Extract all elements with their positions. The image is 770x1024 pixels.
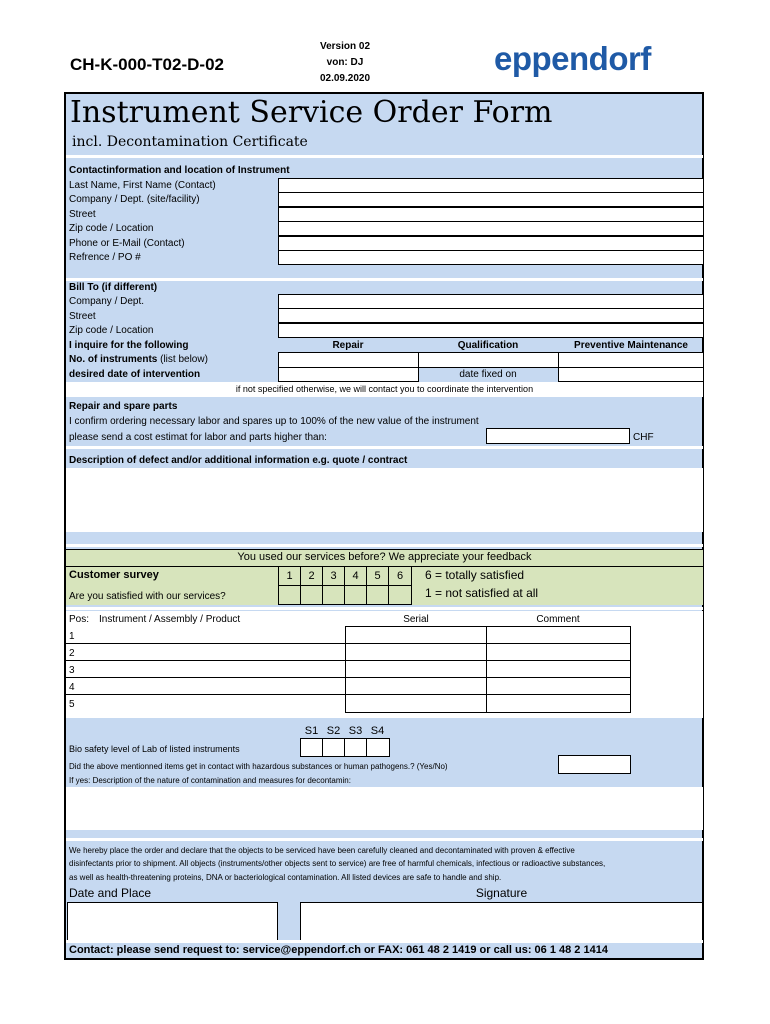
row-2-serial-input[interactable]	[345, 643, 487, 661]
row-4-comment-input[interactable]	[486, 677, 631, 695]
form-title: Instrument Service Order Form	[70, 95, 553, 130]
repair-count-input[interactable]	[278, 352, 419, 368]
bill-zip-input[interactable]	[278, 323, 704, 338]
row-1-serial-input[interactable]	[345, 626, 487, 644]
bill-street-input[interactable]	[278, 308, 704, 323]
repair-confirm-text: I confirm ordering necessary labor and spares up to 100% of the new value of the instrument	[69, 416, 479, 427]
row-3-comment-input[interactable]	[486, 660, 631, 678]
row-2-comment-input[interactable]	[486, 643, 631, 661]
bill-street-label: Street	[69, 311, 96, 322]
intervention-note: if not specified otherwise, we will contact you to coordinate the intervention	[235, 384, 534, 394]
repair-heading: Repair and spare parts	[69, 401, 178, 412]
separator	[66, 838, 703, 841]
contact-field-company-label: Company / Dept. (site/facility)	[69, 194, 200, 205]
inquire-label: I inquire for the following	[69, 340, 189, 351]
author-label: von: DJ	[326, 57, 364, 68]
rating-1-box[interactable]	[278, 585, 301, 605]
bill-heading: Bill To (if different)	[69, 282, 158, 293]
bio-safety-label: Bio safety level of Lab of listed instruments	[69, 744, 240, 754]
bio-level-s2-box[interactable]	[322, 738, 345, 757]
declaration-line-2: disinfectants prior to shipment. All objects (instruments/other objects sent to service) are free of harmful chemicals, infectious or radioactive substances,	[69, 859, 606, 868]
instruments-count-note: (list below)	[160, 354, 208, 365]
rating-5[interactable]: 5	[366, 566, 389, 586]
bio-level-s3: S3	[348, 725, 363, 737]
separator	[66, 607, 703, 610]
date-fixed-label: date fixed on	[459, 369, 517, 380]
rating-4[interactable]: 4	[344, 566, 367, 586]
date-place-label: Date and Place	[69, 886, 152, 900]
row-divider	[66, 694, 346, 695]
contact-field-street-label: Street	[69, 209, 96, 220]
cost-estimate-input[interactable]	[486, 428, 630, 444]
currency-label: CHF	[633, 432, 654, 443]
contact-field-reference-label: Refrence / PO #	[69, 252, 141, 263]
rating-5-box[interactable]	[366, 585, 389, 605]
row-3-serial-input[interactable]	[345, 660, 487, 678]
separator	[66, 278, 703, 281]
defect-heading: Description of defect and/or additional information e.g. quote / contract	[69, 455, 408, 466]
row-2-pos: 2	[69, 648, 75, 659]
row-5-serial-input[interactable]	[345, 694, 487, 713]
bio-level-s2: S2	[326, 725, 341, 737]
rating-3-box[interactable]	[322, 585, 345, 605]
col-product: Instrument / Assembly / Product	[99, 614, 241, 625]
option-qualification: Qualification	[457, 340, 519, 351]
bill-company-label: Company / Dept.	[69, 296, 145, 307]
survey-label: Customer survey	[69, 569, 159, 581]
instruments-count-label	[69, 353, 208, 366]
date-label: 02.09.2020	[319, 73, 371, 84]
preventive-count-input[interactable]	[558, 352, 704, 368]
col-serial: Serial	[403, 614, 429, 625]
bio-level-s1: S1	[304, 725, 319, 737]
contamination-question: Did the above mentionned items get in contact with hazardous substances or human pathogens.? (Yes/No)	[69, 762, 448, 771]
rating-6[interactable]: 6	[388, 566, 412, 586]
survey-legend-high: 6 = totally satisfied	[425, 568, 525, 582]
bio-level-s4: S4	[370, 725, 385, 737]
rating-4-box[interactable]	[344, 585, 367, 605]
row-5-comment-input[interactable]	[486, 694, 631, 713]
contact-name-input[interactable]	[278, 178, 704, 193]
footer-contact: Contact: please send request to: service@eppendorf.ch or FAX: 061 48 2 1419 or call us: 06 1 48 2 1414	[69, 944, 608, 956]
contamination-description-label: If yes: Description of the nature of contamination and measures for decontamin:	[69, 776, 351, 785]
survey-legend-low: 1 = not satisfied at all	[425, 586, 539, 600]
option-repair: Repair	[332, 340, 364, 351]
separator	[66, 940, 703, 943]
rating-scale	[278, 566, 412, 606]
col-comment: Comment	[536, 614, 580, 625]
version-label: Version 02	[319, 41, 371, 52]
contact-heading: Contactinformation and location of Instrument	[69, 165, 290, 176]
contact-phone-input[interactable]	[278, 236, 704, 251]
row-5-pos: 5	[69, 699, 75, 710]
separator	[66, 155, 703, 158]
signature-label: Signature	[475, 886, 528, 900]
qualification-count-input[interactable]	[418, 352, 559, 368]
contact-street-input[interactable]	[278, 207, 704, 222]
row-divider	[66, 677, 346, 678]
contact-zip-input[interactable]	[278, 221, 704, 236]
form-subtitle: incl. Decontamination Certificate	[72, 134, 308, 150]
separator	[66, 446, 703, 449]
contamination-answer-input[interactable]	[558, 755, 631, 774]
separator	[66, 544, 703, 547]
rating-1[interactable]: 1	[278, 566, 301, 586]
row-1-comment-input[interactable]	[486, 626, 631, 644]
intervention-date-label: desired date of intervention	[69, 369, 201, 380]
instruments-count-text: No. of instruments	[69, 354, 158, 365]
row-3-pos: 3	[69, 665, 75, 676]
contact-field-name-label: Last Name, First Name (Contact)	[69, 180, 216, 191]
eppendorf-logo: eppendorf	[494, 40, 651, 77]
declaration-line-3: as well as health-threatening proteins, DNA or bacteriological contamination. All listed devices are safe to handle and ship.	[69, 873, 502, 882]
contact-field-phone-label: Phone or E-Mail (Contact)	[69, 238, 185, 249]
contact-reference-input[interactable]	[278, 250, 704, 265]
rating-2[interactable]: 2	[300, 566, 323, 586]
survey-top-border	[66, 549, 703, 550]
document-code: CH-K-000-T02-D-02	[70, 55, 224, 74]
bio-level-s4-box[interactable]	[366, 738, 390, 757]
date-fixed-input[interactable]	[558, 367, 704, 382]
row-4-serial-input[interactable]	[345, 677, 487, 695]
survey-intro: You used our services before? We appreciate your feedback	[237, 551, 532, 563]
cost-estimate-label: please send a cost estimat for labor and parts higher than:	[69, 432, 327, 443]
bio-level-s3-box[interactable]	[344, 738, 367, 757]
intervention-date-input[interactable]	[278, 367, 419, 382]
bio-level-s1-box[interactable]	[300, 738, 323, 757]
option-preventive: Preventive Maintenance	[574, 340, 688, 351]
separator	[66, 715, 703, 718]
rating-6-box[interactable]	[388, 585, 412, 605]
declaration-line-1: We hereby place the order and declare that the objects to be serviced have been carefully cleaned and decontaminated with proven & effective	[69, 846, 575, 855]
row-1-pos: 1	[69, 631, 75, 642]
contact-company-input[interactable]	[278, 192, 704, 207]
contact-field-zip-label: Zip code / Location	[69, 223, 154, 234]
bill-company-input[interactable]	[278, 294, 704, 309]
row-divider	[66, 643, 346, 644]
col-pos: Pos:	[69, 614, 90, 625]
defect-description-input[interactable]	[66, 468, 703, 532]
rating-3[interactable]: 3	[322, 566, 345, 586]
row-divider	[66, 660, 346, 661]
bill-zip-label: Zip code / Location	[69, 325, 154, 336]
row-4-pos: 4	[69, 682, 75, 693]
contamination-description-input[interactable]	[66, 787, 703, 830]
survey-question: Are you satisfied with our services?	[69, 591, 226, 602]
rating-2-box[interactable]	[300, 585, 323, 605]
signature-input[interactable]	[300, 902, 703, 941]
date-place-input[interactable]	[67, 902, 278, 941]
